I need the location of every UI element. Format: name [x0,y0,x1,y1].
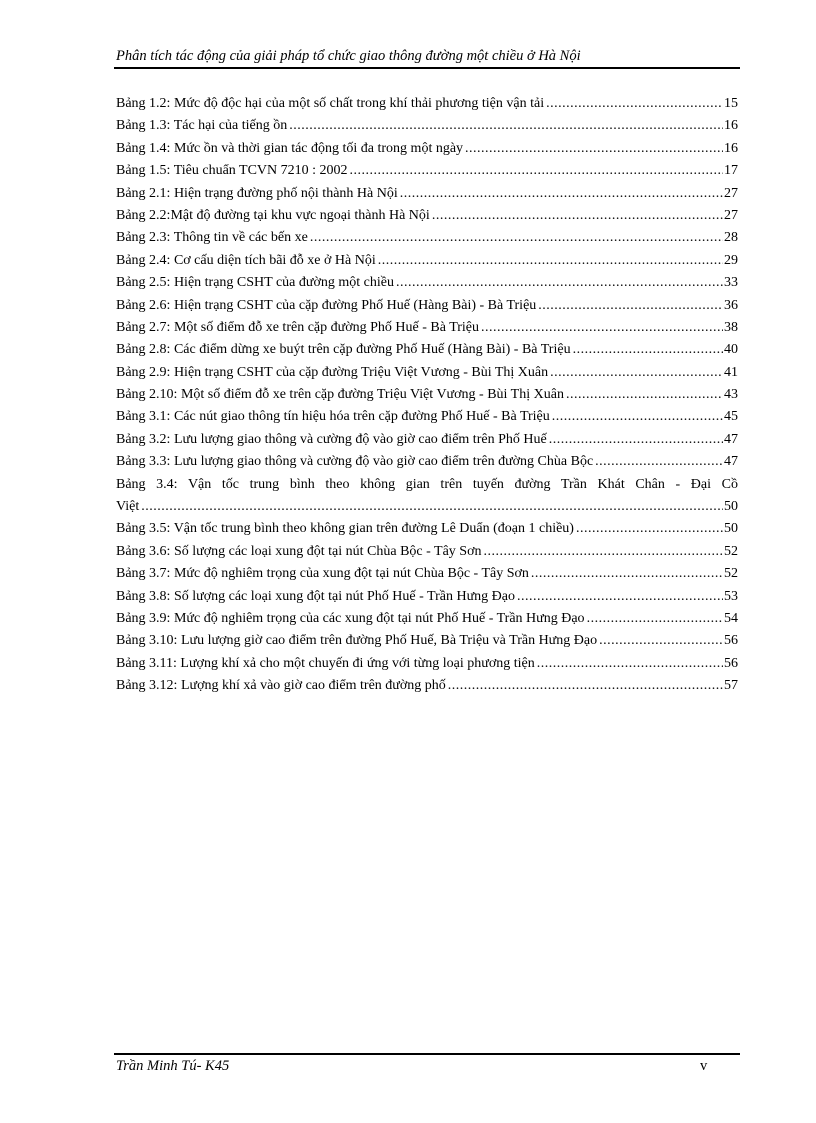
toc-entry-page: 50 [724,499,738,515]
toc-entry-page: 17 [724,163,738,179]
toc-entry-label-cont: Việt [116,499,140,515]
toc-leader [481,317,723,339]
toc-entry-page: 16 [724,140,738,156]
toc-entry-page: 56 [724,633,738,649]
toc-entry[interactable] [116,518,738,540]
toc-entry-page: 41 [724,364,738,380]
toc-leader [587,608,723,630]
table-of-tables [116,93,738,698]
toc-entry-label: Bảng 3.11: Lượng khí xả cho một chuyến đi ứng với từng loại phương tiện [116,655,535,671]
toc-entry[interactable] [116,93,738,115]
toc-entry-page: 27 [724,207,738,223]
toc-entry-page: 56 [724,655,738,671]
toc-entry-page: 43 [724,387,738,403]
toc-entry-label: Bảng 3.6: Số lượng các loại xung đột tại nút Chùa Bộc - Tây Sơn [116,543,482,559]
toc-entry-page: 38 [724,319,738,335]
toc-entry[interactable] [116,675,738,697]
toc-entry-label: Bảng 3.1: Các nút giao thông tín hiệu hóa trên cặp đường Phố Huế - Bà Triệu [116,409,550,425]
toc-entry-page: 28 [724,230,738,246]
toc-entry-page: 33 [724,275,738,291]
toc-entry-page: 52 [724,543,738,559]
footer-author: Trần Minh Tú- K45 [116,1058,230,1074]
toc-entry-label: Bảng 1.2: Mức độ độc hại của một số chất trong khí thải phương tiện vận tải [116,96,545,111]
running-header: Phân tích tác động của giải pháp tổ chức giao thông đường một chiều ở Hà Nội [116,48,581,64]
toc-leader [549,429,723,451]
toc-leader [595,451,723,473]
toc-entry[interactable] [116,653,738,675]
toc-entry-label: Bảng 1.5: Tiêu chuẩn TCVN 7210 : 2002 [116,163,348,179]
toc-entry-page: 47 [724,454,738,470]
toc-entry[interactable] [116,138,738,160]
toc-entry-page: 15 [724,96,738,111]
toc-entry[interactable] [116,563,738,585]
toc-leader [465,138,723,160]
toc-entry[interactable] [116,608,738,630]
toc-entry-page: 47 [724,431,738,447]
toc-leader [378,250,723,272]
toc-entry[interactable] [116,205,738,227]
toc-entry[interactable] [116,160,738,182]
toc-leader [483,541,723,563]
toc-entry-wrapped[interactable] [116,474,738,519]
toc-entry[interactable] [116,183,738,205]
toc-leader [552,406,723,428]
toc-entry-label: Bảng 1.4: Mức ồn và thời gian tác động tối đa trong một ngày [116,140,464,156]
toc-leader [576,518,723,540]
toc-entry[interactable] [116,227,738,249]
toc-entry-page: 29 [724,252,738,268]
toc-leader [432,205,723,227]
footer-page-number: v [700,1058,708,1074]
toc-leader [400,183,723,205]
toc-leader [517,586,723,608]
toc-entry-label: Bảng 3.10: Lưu lượng giờ cao điểm trên đường Phố Huế, Bà Triệu và Trần Hưng Đạo [116,633,598,649]
toc-entry-label: Bảng 3.2: Lưu lượng giao thông và cường độ vào giờ cao điểm trên Phố Huế [116,431,547,447]
toc-entry-label: Bảng 2.4: Cơ cấu diện tích bãi đỗ xe ở Hà Nội [116,252,376,268]
toc-entry[interactable] [116,295,738,317]
toc-leader [531,563,723,585]
toc-leader [550,362,723,384]
toc-entry-label: Bảng 2.2:Mật độ đường tại khu vực ngoại thành Hà Nội [116,207,430,223]
toc-entry[interactable] [116,339,738,361]
toc-entry-label: Bảng 2.9: Hiện trạng CSHT của cặp đường Triệu Việt Vương - Bùi Thị Xuân [116,364,549,380]
toc-entry-label: Bảng 2.6: Hiện trạng CSHT của cặp đường Phố Huế (Hàng Bài) - Bà Triệu [116,297,537,313]
toc-entry-label: Bảng 3.7: Mức độ nghiêm trọng của xung đột tại nút Chùa Bộc - Tây Sơn [116,566,529,582]
toc-entry[interactable] [116,406,738,428]
toc-entry-label: Bảng 2.1: Hiện trạng đường phố nội thành Hà Nội [116,185,398,201]
toc-entry[interactable] [116,429,738,451]
toc-entry[interactable] [116,362,738,384]
toc-leader [566,384,723,406]
toc-entry-label: Bảng 2.10: Một số điểm đỗ xe trên cặp đường Triệu Việt Vương - Bùi Thị Xuân [116,387,564,403]
header-divider [114,67,740,69]
toc-entry-label: Bảng 3.12: Lượng khí xả vào giờ cao điểm trên đường phố [116,678,446,694]
toc-leader [599,630,723,652]
toc-leader [448,675,723,697]
toc-entry-label: Bảng 1.3: Tác hại của tiếng ồn [116,118,288,134]
toc-leader [537,653,723,675]
toc-leader [396,272,723,294]
toc-entry-page: 16 [724,118,738,134]
toc-entry-page: 54 [724,610,738,626]
toc-entry[interactable] [116,451,738,473]
toc-leader [546,93,723,115]
toc-entry-page: 40 [724,342,738,358]
toc-entry[interactable] [116,317,738,339]
toc-entry-label: Bảng 3.4: Vận tốc trung bình theo không gian trên tuyến đường Trần Khát Chân - Đại Cồ [116,476,738,492]
toc-entry-page: 27 [724,185,738,201]
toc-entry[interactable] [116,630,738,652]
toc-leader [350,160,723,182]
toc-entry-page: 50 [724,521,738,537]
toc-entry[interactable] [116,115,738,137]
toc-entry[interactable] [116,272,738,294]
toc-leader [538,295,723,317]
toc-leader [289,115,723,137]
toc-entry-page: 57 [724,678,738,694]
toc-entry-page: 36 [724,297,738,313]
toc-entry[interactable] [116,586,738,608]
toc-entry[interactable] [116,541,738,563]
toc-entry-label: Bảng 3.3: Lưu lượng giao thông và cường độ vào giờ cao điểm trên đường Chùa Bộc [116,454,594,470]
toc-entry[interactable] [116,384,738,406]
toc-entry[interactable] [116,250,738,272]
toc-entry-page: 45 [724,409,738,425]
toc-entry-label: Bảng 2.3: Thông tin về các bến xe [116,230,308,246]
toc-entry-page: 52 [724,566,738,582]
toc-leader [310,227,723,249]
toc-entry-label: Bảng 3.8: Số lượng các loại xung đột tại nút Phố Huế - Trần Hưng Đạo [116,588,515,604]
toc-entry-page: 53 [724,588,738,604]
toc-entry-label: Bảng 2.7: Một số điểm đỗ xe trên cặp đường Phố Huế - Bà Triệu [116,319,480,335]
toc-leader [141,496,723,518]
toc-leader [573,339,723,361]
toc-entry-label: Bảng 3.5: Vận tốc trung bình theo không gian trên đường Lê Duẩn (đoạn 1 chiều) [116,521,574,537]
toc-entry-label: Bảng 2.8: Các điểm dừng xe buýt trên cặp đường Phố Huế (Hàng Bài) - Bà Triệu [116,342,571,358]
footer-divider [114,1053,740,1055]
toc-entry-label: Bảng 2.5: Hiện trạng CSHT của đường một chiều [116,275,394,291]
toc-entry-label: Bảng 3.9: Mức độ nghiêm trọng của các xung đột tại nút Phố Huế - Trần Hưng Đạo [116,610,585,626]
